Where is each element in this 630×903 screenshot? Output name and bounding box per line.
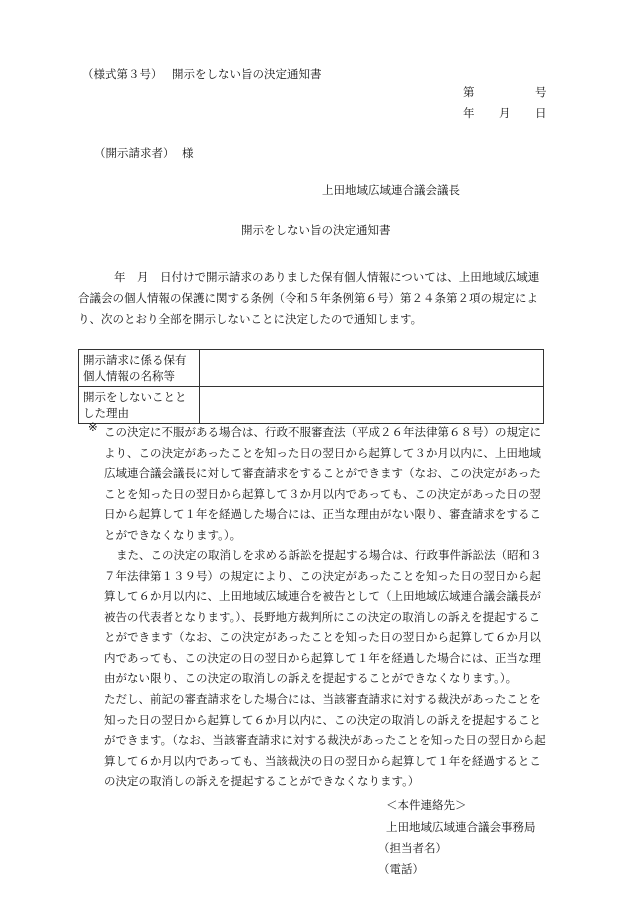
table-value <box>200 387 544 424</box>
date-year: 年 <box>463 106 475 120</box>
contact-heading: ＜本件連絡先＞ <box>386 798 467 812</box>
addressee-suffix: 様 <box>182 146 194 160</box>
date-month: 月 <box>499 106 511 120</box>
issuer: 上田地域広域連合議会議長 <box>322 183 460 197</box>
body-text: 年 月 日付けで開示請求のありました保有個人情報については、上田地域広域連合議会の個人情報の保護に関する条例（令和５年条例第６号）第２４条第２項の規定により、次のとおり全部を開示しないことに決定したので通知します。 <box>78 270 540 326</box>
table-row <box>79 387 544 424</box>
contact-phone: （電話） <box>378 862 424 876</box>
table-label: 開示をしないこととした理由 <box>79 387 200 424</box>
contact-office: 上田地域広域連合議会事務局 <box>386 820 536 834</box>
note-mark: ※ <box>88 420 98 434</box>
form-title: 開示をしない旨の決定通知書 <box>172 67 322 81</box>
note-2: また、この決定の取消しを求める訴訟を提起する場合は、行政事件訴訟法（昭和３７年法律第１３９号）の規定により、この決定があったことを知った日の翌日から起算して６か月以内に、上田地域広域連合を被告として（上田地域広域連合議会議長が被告の代表者となります。）、長野地方裁判所にこの決定の取消しの訴えを提起することができます（なお、この決定があったことを知った日の翌日から起算して６か月以内であっても、この決定の日の翌日から起算して１年を経過した場合には、正当な理由がない限り、この決定の取消しの訴えを提起することができなくなります。）。 <box>104 548 542 685</box>
doc-number-suffix: 号 <box>535 85 547 99</box>
note-3: ただし、前記の審査請求をした場合には、当該審査請求に対する裁決があったことを知った日の翌日から起算して６か月以内に、この決定の取消しの訴えを提起することができます。（なお、当該審査請求に対する裁決があったことを知った日の翌日から起算して６か月以内であっても、当該裁決の日の翌日から起算して１年を経過するとこの決定の取消しの訴えを提起することができなくなります。） <box>104 692 546 788</box>
doc-number-prefix: 第 <box>463 85 475 99</box>
document-heading: 開示をしない旨の決定通知書 <box>241 223 391 237</box>
info-table <box>78 349 544 424</box>
date-day: 日 <box>535 106 547 120</box>
table-label: 開示請求に係る保有個人情報の名称等 <box>79 350 200 387</box>
table-row <box>79 350 544 387</box>
note-1: この決定に不服がある場合は、行政不服審査法（平成２６年法律第６８号）の規定により、この決定があったことを知った日の翌日から起算して３か月以内に、上田地域広域連合議会議長に対して審査請求をすることができます（なお、この決定があったことを知った日の翌日から起算して３か月以内であっても、この決定があった日の翌日から起算して１年を経過した場合には、正当な理由がない限り、審査請求をすることができなくなります。）。 <box>104 425 541 542</box>
table-value <box>200 350 544 387</box>
contact-person: （担当者名） <box>378 841 447 855</box>
form-label: （様式第３号） <box>82 67 163 81</box>
addressee-label: （開示請求者） <box>94 146 175 160</box>
